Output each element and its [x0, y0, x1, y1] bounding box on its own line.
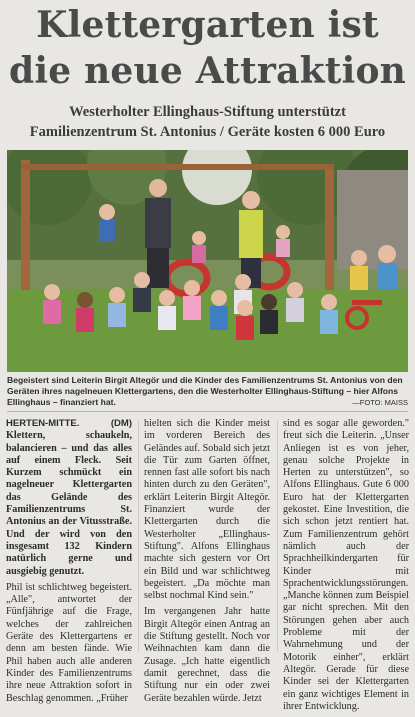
- body-paragraph: Phil ist schlichtweg begeistert. „Alle", antwortet der Fünfjährige auf die Frage, welches der zahlreichen Geräte des Klettergartens er denn am besten fände. Wie Phil haben auch alle anderen Kinder des Familienzentrums ihre neue Attraktion sofort in Beschlag genommen. „Früher: [6, 581, 132, 704]
- headline-line-1: Klettergarten ist: [36, 4, 379, 46]
- article-column-2: [144, 418, 270, 709]
- headline-line-2: die neue Attraktion: [8, 50, 407, 92]
- subheadline: [0, 102, 415, 142]
- dateline: HERTEN-MITTE. (DM): [6, 418, 132, 429]
- body-paragraph: hielten sich die Kinder meist im vorderen Bereich des Geländes auf. Sobald sich jetzt die Tür zum Garten öffnet, rennen fast alle sofort bis nach hinten durch zu den Geräten", erklärt Leiterin Birgit Altegör. Finanziert wurde der Klettergarten durch die Westerholter „Ellinghaus-Stiftung". Alfons Ellinghaus machte sich gestern vor Ort ein Bild und war schlichtweg begeistert. „Da möchte man selbst nochmal Kind sein.": [144, 418, 270, 602]
- caption-divider: [7, 411, 408, 412]
- subheadline-line-2: Familienzentrum St. Antonius / Geräte kosten 6 000 Euro: [29, 124, 386, 140]
- lead-paragraph: [6, 418, 132, 578]
- article-column-3: [283, 418, 409, 717]
- body-paragraph: Im vergangenen Jahr hatte Birgit Altegör einen Antrag an die Stiftung gestellt. Noch vor Weihnachten kam dann die Zusage. „Ich hatte eigentlich damit gerechnet, dass die Stiftung nur ein oder zwei Geräte bezahlen würde. Jetzt: [144, 606, 270, 704]
- caption-text: Begeistert sind Leiterin Birgit Altegör und die Kinder des Familienzentrums St. Antonius von den Geräten ihres nagelneuen Klettergartens, den die Westerholter Ellinghaus-Stiftung – hier Alfons Ellinghaus – finanziert hat.: [7, 375, 403, 407]
- subheadline-line-1: Westerholter Ellinghaus-Stiftung unterstützt: [69, 104, 346, 120]
- column-divider-2: [277, 420, 278, 652]
- article-photo: [7, 150, 408, 372]
- playground-photo-illustration: [7, 150, 408, 372]
- headline: [0, 2, 415, 94]
- body-paragraph: sind es sogar alle geworden." freut sich die Leiterin. „Unser Anliegen ist es von jeher, genau solche Projekte in Herten zu unterstützen", so Alfons Ellinghaus. Gute 6 000 Euro hat der Klettergarten gekostet. Eine Investition, die sich schon jetzt rentiert hat. Zum Familienzentrum gehört nämlich auch der Sprachheilkindergarten für Kinder mit Sprachentwicklungsstörungen. „Manche können zum Beispiel gar nicht sprechen. Mit den Störungen gehen aber auch Probleme mit der Wahrnehmung und der Motorik einher", erklärt Altegör. Gerade für diese Kinder sei der Klettergarten ein ganz wichtiges Element in ihrer Entwicklung.: [283, 418, 409, 712]
- photo-caption: [7, 375, 408, 408]
- photo-credit: —FOTO: MAISS: [352, 398, 408, 407]
- article-column-1: [6, 418, 132, 709]
- lead-text: Klettern, schaukeln, balancieren – und das alles auf einem Fleck. Seit Kurzem schmückt ein nagelneuer Klettergarten das Gelände des Familienzentrums St. Antonius an der Vitusstraße. Und der wird von den insgesamt 132 Kindern natürlich gerne und ausgiebig genutzt.: [6, 430, 132, 577]
- column-divider-1: [138, 420, 139, 652]
